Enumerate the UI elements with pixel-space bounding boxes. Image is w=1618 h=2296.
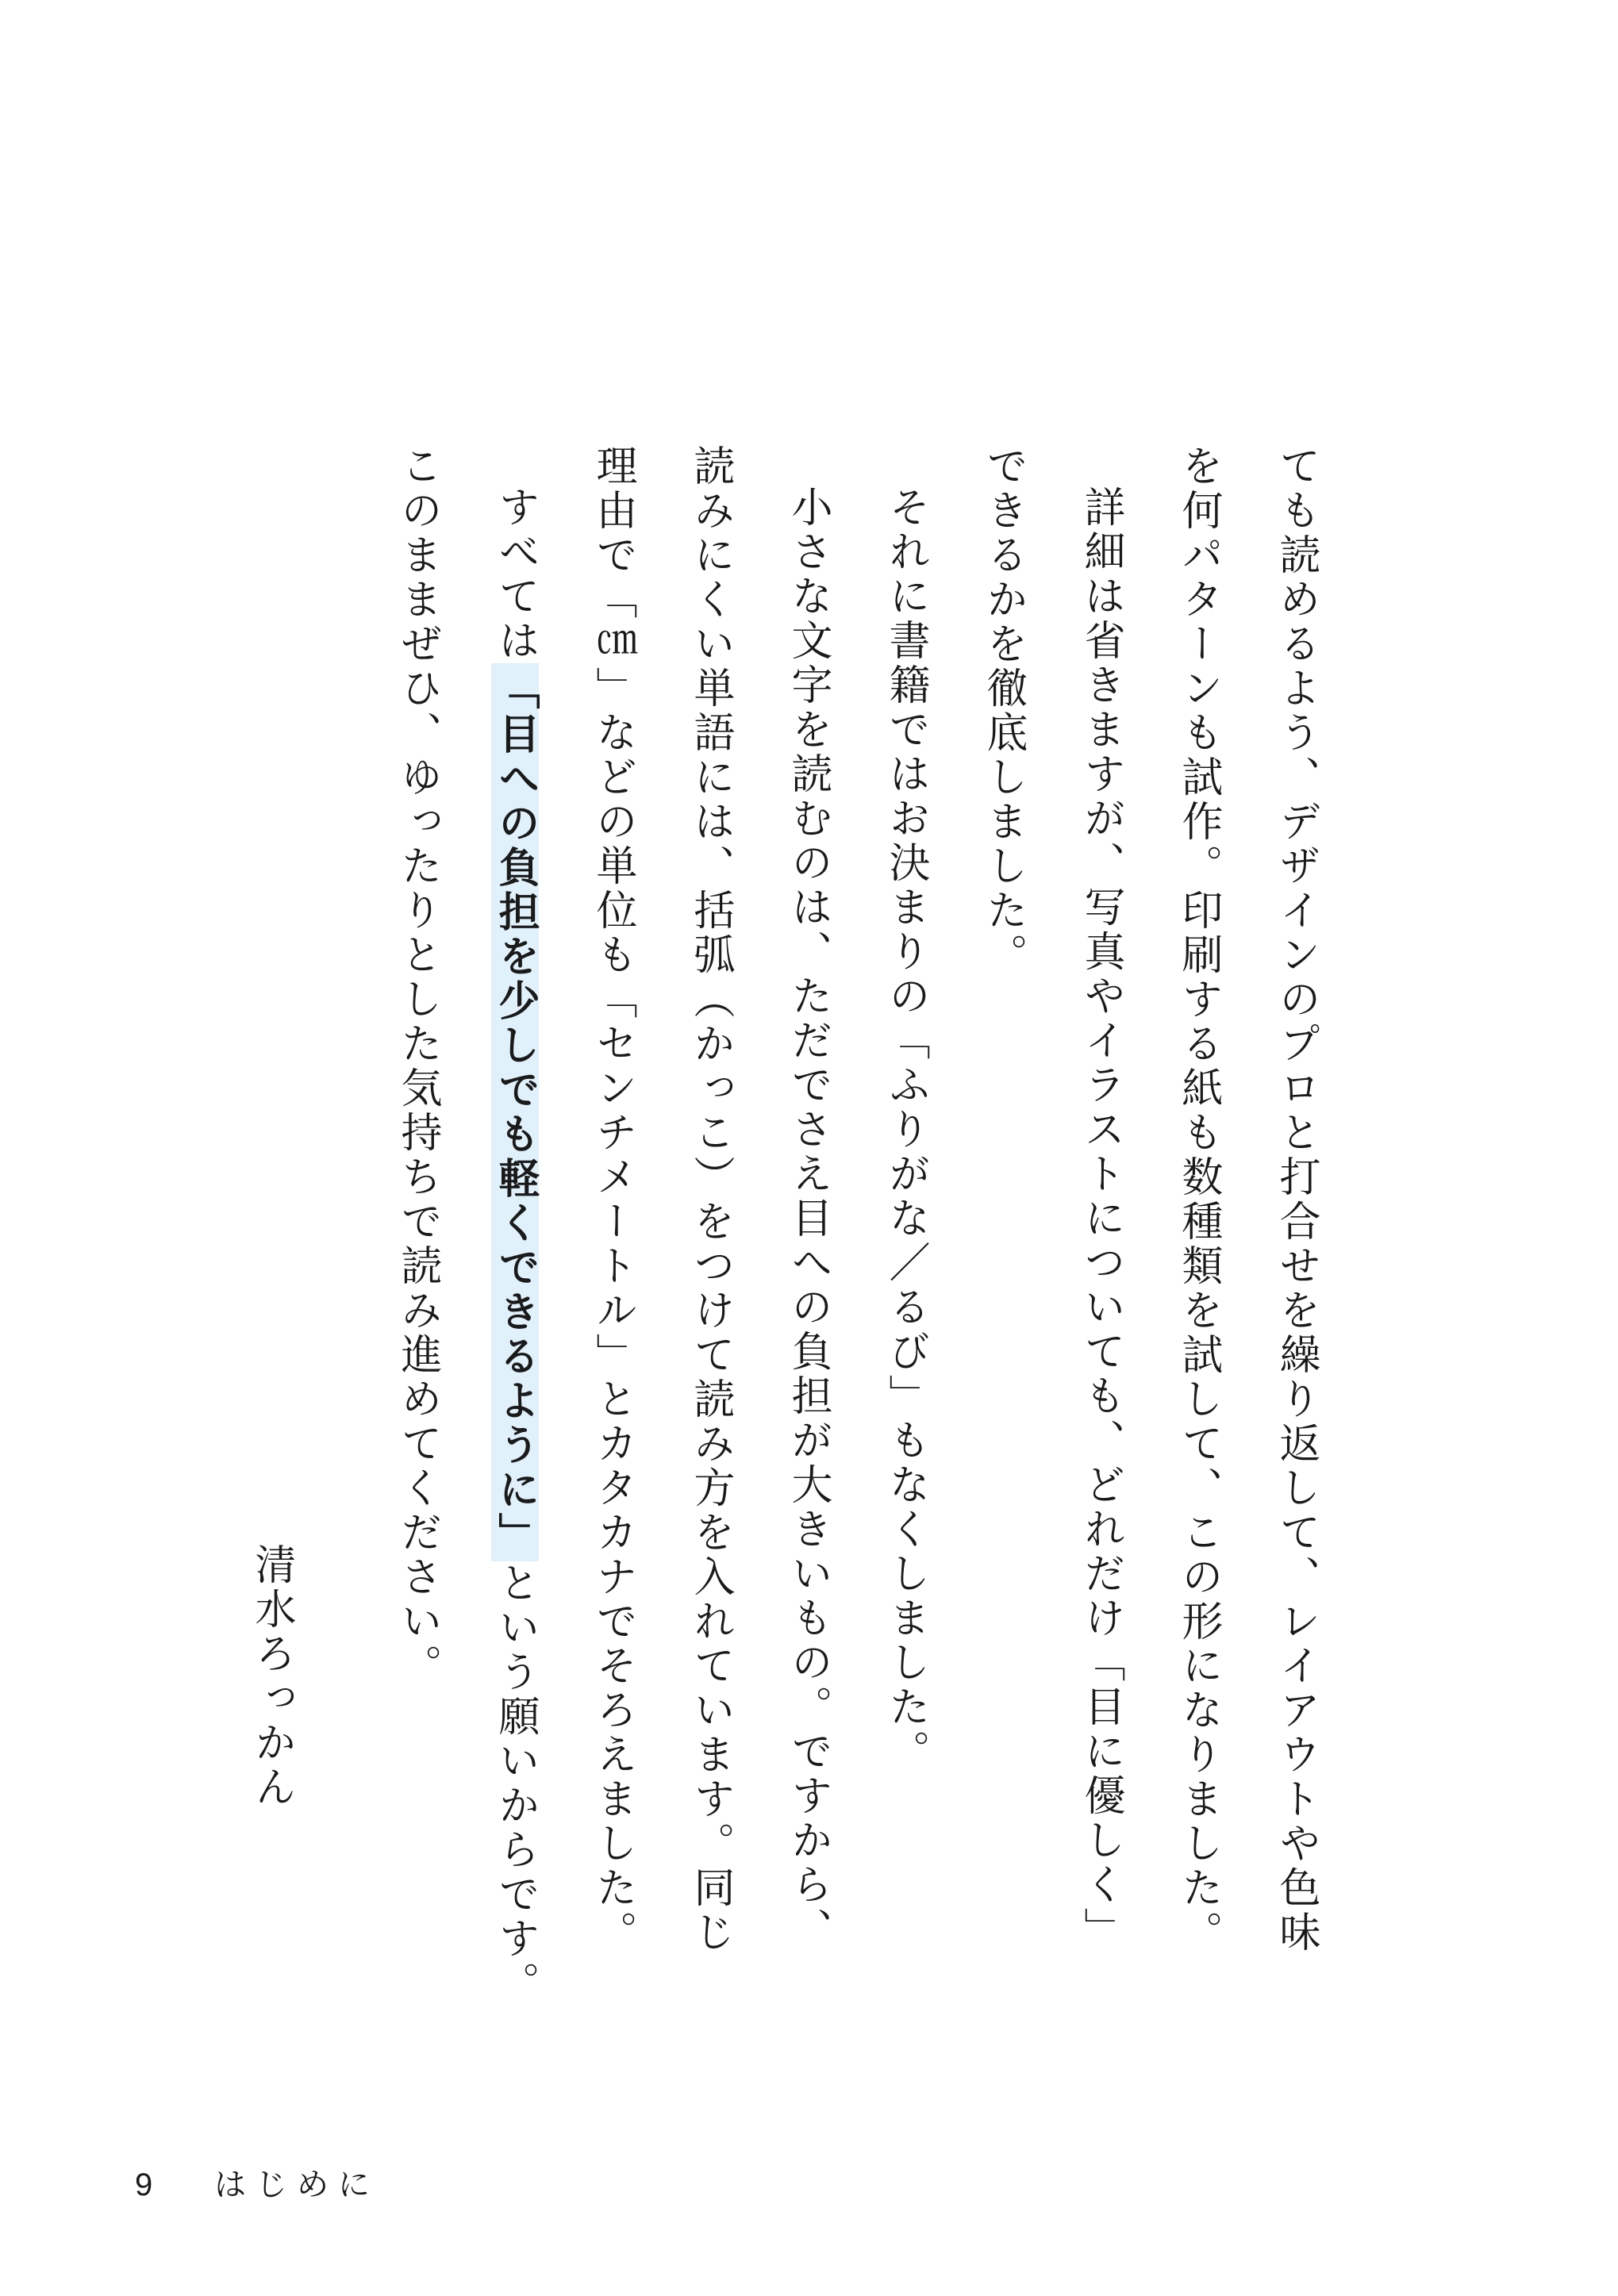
section-title: はじめに [214, 2167, 379, 2203]
body-line: ても読めるよう、デザインのプロと打合せを繰り返して、レイアウトや色味 [1272, 444, 1320, 1955]
page-number: 9 [135, 2167, 153, 2202]
body-line: 詳細は省きますが、写真やイラストについても、どれだけ「目に優しく」 [1077, 486, 1124, 1952]
author-signature: 清水ろっかん [248, 1543, 295, 1810]
highlighted-phrase: 「目への負担を少しでも軽くできるように」 [491, 663, 539, 1561]
highlight-line [466, 444, 563, 2006]
body-text [368, 444, 1344, 2006]
body-line: を何パターンも試作。印刷する紙も数種類を試して、この形になりました。 [1174, 444, 1222, 1955]
body-line: それに書籍ではお決まりの「ふりがな／るび」もなくしました。 [882, 486, 929, 1774]
highlight-suffix: という願いからです。 [491, 1561, 539, 2006]
closing-line: このままぜひ、ゆったりとした気持ちで読み進めてください。 [394, 444, 441, 1688]
highlight-prefix: すべては [491, 486, 539, 663]
body-line: できるかを徹底しました。 [979, 444, 1027, 977]
body-line: 理由で「㎝」などの単位も「センチメートル」とカタカナでそろえました。 [589, 444, 636, 1955]
body-line: 読みにくい単語には、括弧（かっこ）をつけて読み方を入れています。同じ [686, 444, 734, 1955]
body-line: 小さな文字を読むのは、ただでさえ目への負担が大きいもの。ですから、 [784, 486, 832, 1952]
page-footer [135, 2160, 379, 2205]
